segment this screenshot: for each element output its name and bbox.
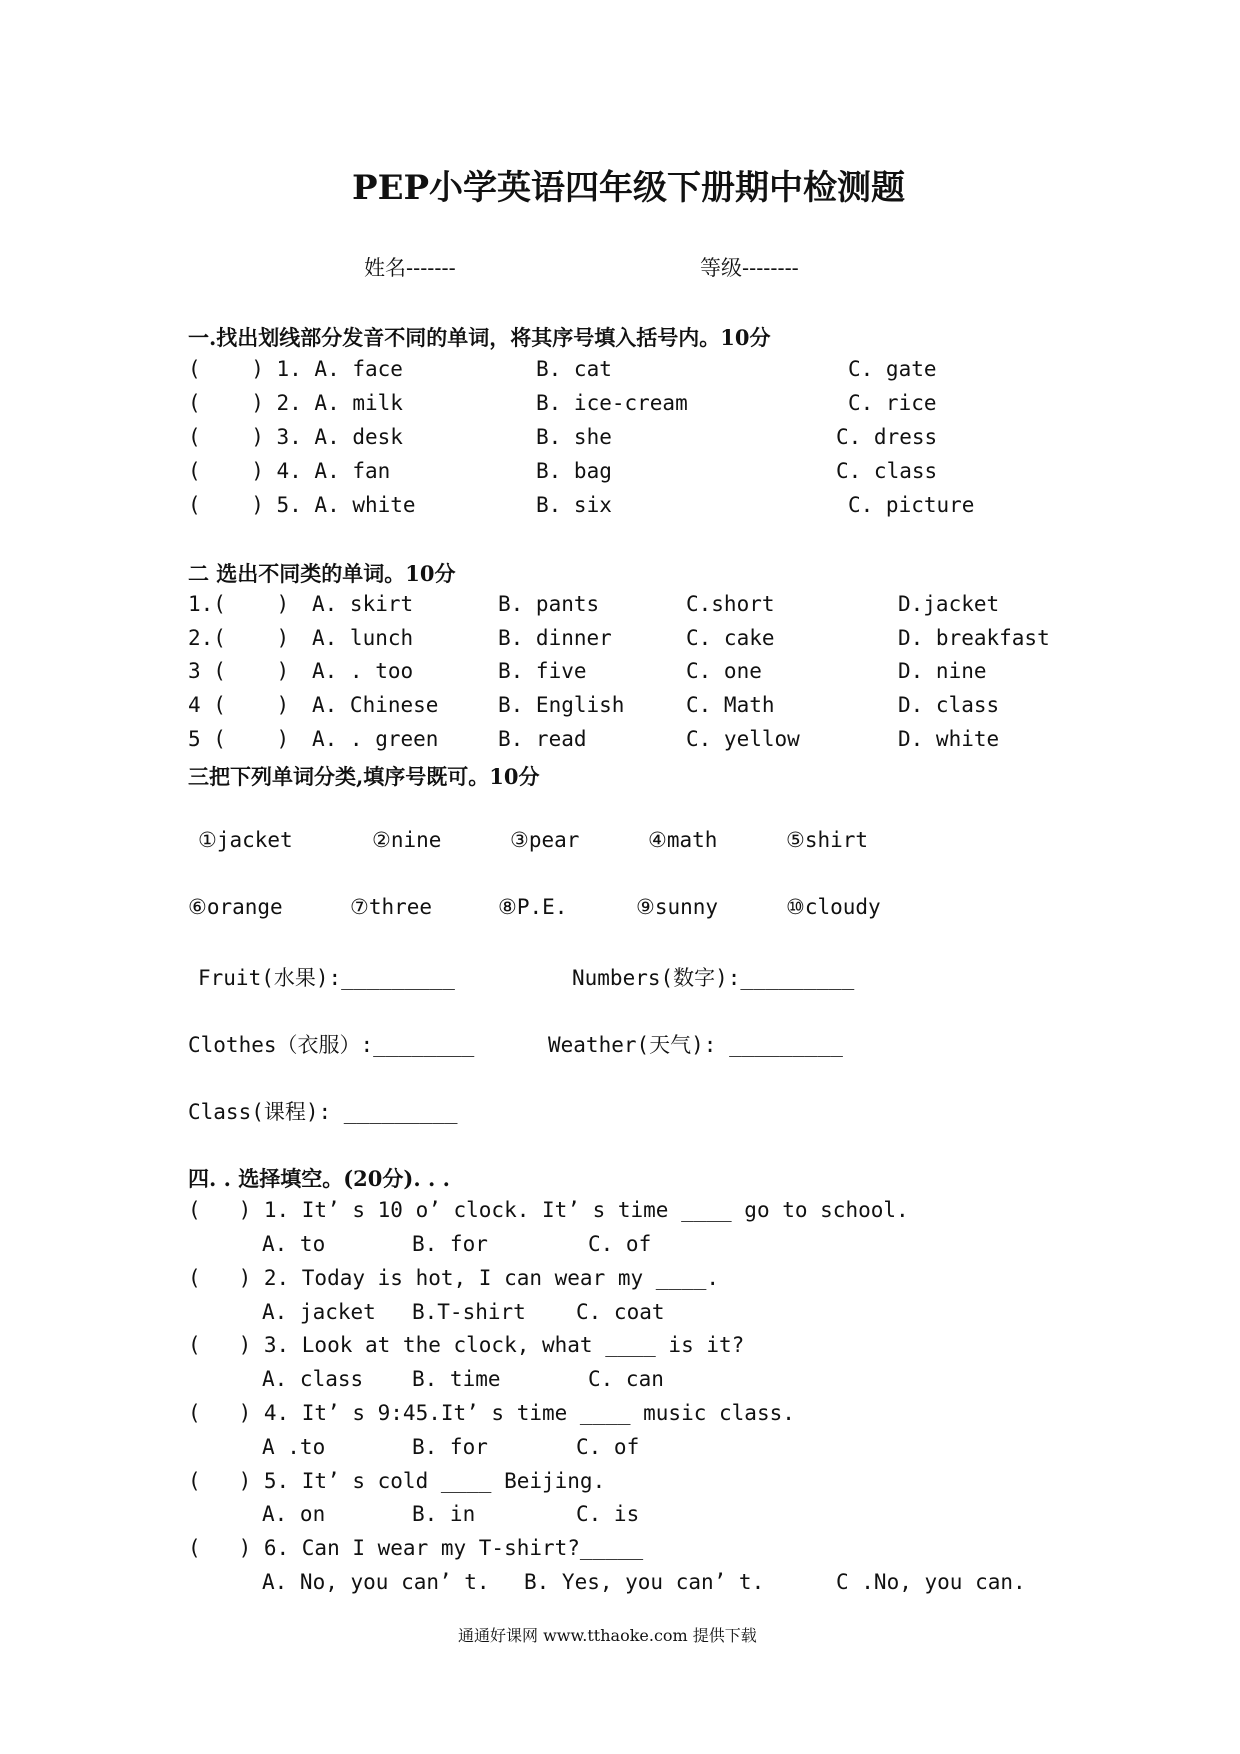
s4-option-c: C. can [588, 1367, 664, 1391]
section-2-heading: 二 选出不同类的单词。10分 [188, 561, 456, 586]
s2-question-3: 3 ( ) [188, 659, 290, 683]
s2-option-c: C.short [686, 592, 775, 616]
s1-question-5: ( ) 5. A. white [188, 493, 416, 517]
class-blank[interactable]: Class(课程): _________ [188, 1100, 458, 1124]
s4-option-a: A. to [262, 1232, 326, 1256]
s4-question-1: ( ) 1. It’ s 10 o’ clock. It’ s time ____ go to school. [188, 1198, 909, 1222]
s4-option-b: B. in [412, 1502, 476, 1526]
s4-option-c: C. of [576, 1435, 640, 1459]
s2-option-c: C. cake [686, 626, 775, 650]
page-title: PEP小学英语四年级下册期中检测题 [352, 168, 906, 208]
s4-question-5: ( ) 5. It’ s cold ____ Beijing. [188, 1469, 606, 1493]
s4-option-b: B. time [412, 1367, 501, 1391]
s4-option-a: A. jacket [262, 1300, 376, 1324]
s1-option-b: B. six [536, 493, 612, 517]
student-name-field[interactable]: 姓名------- [364, 256, 456, 280]
s4-option-c: C .No, you can. [836, 1570, 1026, 1594]
s1-option-c: C. gate [848, 357, 937, 381]
s4-option-b: B. for [412, 1232, 488, 1256]
word-item: ⑦three [350, 895, 433, 919]
s1-option-c: C. class [836, 459, 938, 483]
s2-question-1: 1.( ) [188, 592, 290, 616]
weather-blank[interactable]: Weather(天气): _________ [548, 1033, 843, 1057]
word-item: ②nine [372, 828, 442, 852]
s4-option-b: B. Yes, you can’ t. [524, 1570, 765, 1594]
s2-option-c: C. one [686, 659, 762, 683]
grade-field[interactable]: 等级-------- [700, 256, 799, 280]
s1-option-b: B. she [536, 425, 612, 449]
s4-question-2: ( ) 2. Today is hot, I can wear my ____. [188, 1266, 720, 1290]
s2-option-c: C. Math [686, 693, 775, 717]
section-1-heading: 一.找出划线部分发音不同的单词，将其序号填入括号内。10分 [188, 325, 771, 350]
s4-question-4: ( ) 4. It’ s 9:45.It’ s time ____ music class. [188, 1401, 795, 1425]
s2-option-d: D. class [898, 693, 1000, 717]
s1-option-c: C. dress [836, 425, 938, 449]
s1-option-c: C. picture [848, 493, 975, 517]
s2-option-b: B. dinner [498, 626, 612, 650]
s1-option-c: C. rice [848, 391, 937, 415]
s2-option-d: D. nine [898, 659, 987, 683]
s2-option-a: A. . too [312, 659, 414, 683]
word-item: ⑩cloudy [786, 895, 881, 919]
footer-credit: 通通好课网 www.tthaoke.com 提供下载 [458, 1626, 757, 1645]
section-3-heading: 三把下列单词分类,填序号既可。10分 [188, 764, 540, 789]
s2-option-a: A. lunch [312, 626, 414, 650]
numbers-blank[interactable]: Numbers(数字):_________ [572, 966, 855, 990]
s4-option-a: A. No, you can’ t. [262, 1570, 490, 1594]
s1-question-1: ( ) 1. A. face [188, 357, 403, 381]
clothes-blank[interactable]: Clothes（衣服）:________ [188, 1033, 475, 1057]
section-4-heading: 四. . 选择填空。(20分). . . [188, 1166, 450, 1191]
s2-question-2: 2.( ) [188, 626, 290, 650]
s2-option-c: C. yellow [686, 727, 800, 751]
s4-option-c: C. of [588, 1232, 652, 1256]
word-item: ③pear [510, 828, 580, 852]
s4-option-c: C. is [576, 1502, 640, 1526]
s2-option-a: A. . green [312, 727, 439, 751]
s1-question-4: ( ) 4. A. fan [188, 459, 391, 483]
s1-question-2: ( ) 2. A. milk [188, 391, 403, 415]
s4-option-a: A .to [262, 1435, 326, 1459]
s2-option-a: A. Chinese [312, 693, 439, 717]
s2-option-d: D. white [898, 727, 1000, 751]
word-item: ①jacket [198, 828, 293, 852]
s4-option-b: B.T-shirt [412, 1300, 526, 1324]
s2-option-b: B. English [498, 693, 625, 717]
s2-option-d: D. breakfast [898, 626, 1050, 650]
s2-question-5: 5 ( ) [188, 727, 290, 751]
s2-option-b: B. read [498, 727, 587, 751]
word-item: ④math [648, 828, 718, 852]
s4-option-a: A. on [262, 1502, 326, 1526]
s4-question-6: ( ) 6. Can I wear my T-shirt?_____ [188, 1536, 644, 1560]
s4-option-c: C. coat [576, 1300, 665, 1324]
fruit-blank[interactable]: Fruit(水果):_________ [198, 966, 455, 990]
word-item: ⑥orange [188, 895, 283, 919]
s1-option-b: B. cat [536, 357, 612, 381]
word-item: ⑨sunny [636, 895, 719, 919]
s4-question-3: ( ) 3. Look at the clock, what ____ is it? [188, 1333, 745, 1357]
s2-option-d: D.jacket [898, 592, 1000, 616]
s1-option-b: B. bag [536, 459, 612, 483]
s2-option-a: A. skirt [312, 592, 414, 616]
s1-question-3: ( ) 3. A. desk [188, 425, 403, 449]
s4-option-a: A. class [262, 1367, 364, 1391]
s2-option-b: B. five [498, 659, 587, 683]
word-item: ⑤shirt [786, 828, 869, 852]
s2-option-b: B. pants [498, 592, 600, 616]
s4-option-b: B. for [412, 1435, 488, 1459]
word-item: ⑧P.E. [498, 895, 568, 919]
s2-question-4: 4 ( ) [188, 693, 290, 717]
s1-option-b: B. ice-cream [536, 391, 688, 415]
